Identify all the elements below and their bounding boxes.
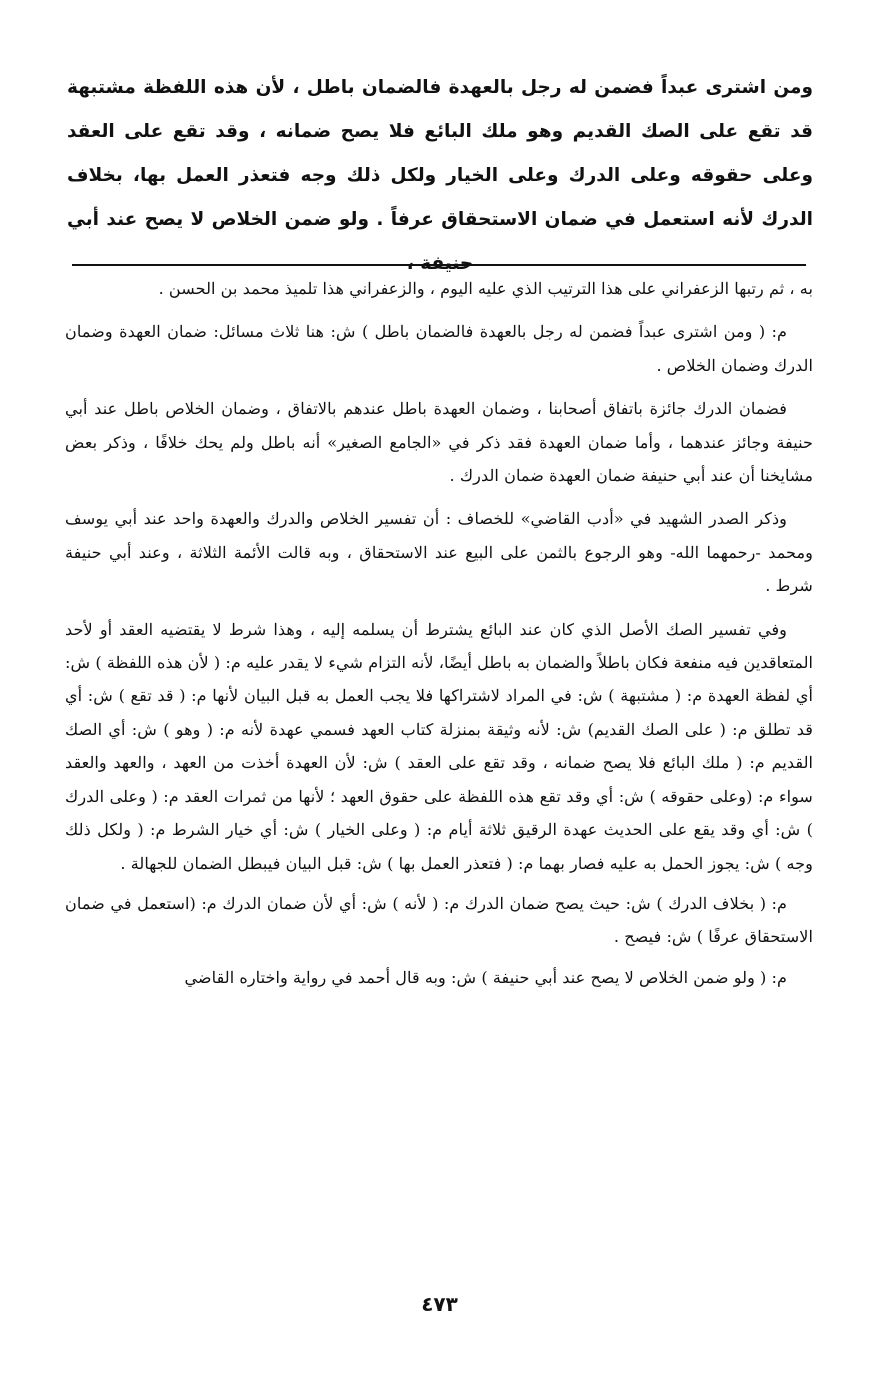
commentary-section [65,272,813,1001]
commentary-paragraph-1: م: ( ومن اشترى عبداً فضمن له رجل بالعهدة فالضمان باطل ) ش: هنا ثلاث مسائل: ضمان العهدة وضمان الدرك وضمان الخلاص . [65,322,813,375]
page-number: ٤٧٣ [421,1292,458,1316]
commentary-paragraph-5: م: ( بخلاف الدرك ) ش: حيث يصح ضمان الدرك م: ( لأنه ) ش: أي لأن ضمان الدرك م: (استعمل في ضمان الاستحقاق عرفًا ) ش: فيصح . [65,893,813,947]
commentary-paragraph-6: م: ( ولو ضمن الخلاص لا يصح عند أبي حنيفة ) ش: وبه قال أحمد في رواية واختاره القاضي [184,967,787,987]
main-text-paragraph: ومن اشترى عبداً فضمن له رجل بالعهدة فالضمان باطل ، لأن هذه اللفظة مشتبهة قد تقع على الصك القديم وهو ملك البائع فلا يصح ضمانه ، وقد تقع على العقد وعلى حقوقه وعلى الدرك وعلى الخيار ولكل ذلك وجه فتعذر العمل بها، بخلاف الدرك لأنه استعمل في ضمان الاستحقاق عرفاً . ولو ضمن الخلاص لا يصح عند أبي حنيفة ، [67,77,813,274]
commentary-paragraph-4: وفي تفسير الصك الأصل الذي كان عند البائع يشترط أن يسلمه إليه ، وهذا شرط لا يقتضيه العقد أو لأحد المتعاقدين فيه منفعة فكان باطلاً والضمان به باطل أيضًا، لأنه التزام شيء لا يقدر عليه م: ( لأن هذه اللفظة ) ش: أي لفظة العهدة م: ( مشتبهة ) ش: في المراد لاشتراكها فلا يجب العمل به قبل البيان لأنها م: ( قد تقع ) ش: أي قد تطلق م: ( على الصك القديم) ش: لأنه وثيقة بمنزلة كتاب العهد فسمي عهدة لأنه م: ( وهو ) ش: أي الصك القديم م: ( ملك البائع فلا يصح ضمانه ، وقد تقع على العقد ) ش: لأن العهدة أخذت من العهد ، والعهد والعقد سواء م: (وعلى حقوقه ) ش: أي وقد تقع هذه اللفظة على حقوق العهد ؛ لأنها من ثمرات العقد م: ( وعلى الدرك ) ش: أي وقد يقع على الحديث عهدة الرقيق ثلاثة أيام م: ( وعلى الخيار ) ش: أي خيار الشرط م: ( ولكل ذلك وجه ) ش: يجوز الحمل به عليه فصار بهما م: ( فتعذر العمل بها ) ش: قبل البيان فيبطل الضمان للجهالة . [65,619,813,873]
commentary-paragraph-3: وذكر الصدر الشهيد في «أدب القاضي» للخصاف : أن تفسير الخلاص والدرك والعهدة واحد عند أبي يوسف ومحمد -رحمهما الله- وهو الرجوع بالثمن على البيع عند الاستحقاق ، وبه قالت الأئمة الثلاثة ، وعند أبي حنيفة شرط . [65,509,813,596]
commentary-paragraph-2: فضمان الدرك جائزة باتفاق أصحابنا ، وضمان العهدة باطل عندهم بالاتفاق ، وضمان الخلاص باطل عند أبي حنيفة وجائز عندهما ، وأما ضمان العهدة فقد ذكر في «الجامع الصغير» أنه باطل ولم يحك خلافًا ، وذكر بعض مشايخنا أن عند أبي حنيفة ضمان العهدة ضمان الدرك . [65,399,813,486]
footnote-separator [72,264,806,266]
commentary-paragraph-continuation: به ، ثم رتبها الزعفراني على هذا الترتيب الذي عليه اليوم ، والزعفراني هذا تلميذ محمد بن الحسن . [158,279,813,298]
